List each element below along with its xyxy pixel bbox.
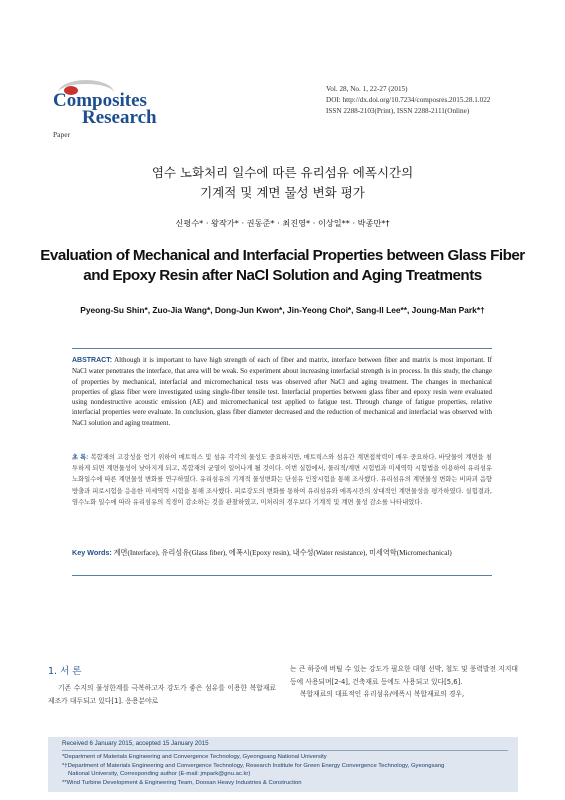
journal-doi: DOI: http://dx.doi.org/10.7234/composres.2015.28.1.022 (326, 96, 491, 104)
korean-authors: 신평수* · 왕작가* · 권동준* · 최진영* · 이상일** · 박종만*† (175, 218, 390, 228)
english-title-line1: Evaluation of Mechanical and Interfacial Properties between Glass Fiber (40, 247, 525, 264)
korean-title-line1: 염수 노화처리 일수에 따른 유리섬유 에폭시간의 (151, 165, 414, 180)
affiliation-1: *Department of Materials Engineering and Convergence Technology, Gyeongsang National University (62, 754, 327, 760)
paper-type-label: Paper (53, 130, 71, 139)
korean-abstract-text: 복합재의 고강성을 얻기 위하여 매트릭스 및 섬유 각각의 물성도 중요하지만, 매트릭스와 섬유간 계면접착력이 매우 중요하다. 바닷물이 계면을 침투하게 되면 계면물성이 낮아지게 되고, 복합재의 균열이 일어나게 될 것이다. 이번 실험에서, 물리적/계면 시험법과 미세역학 시험법을 이용하여 유리섬유 노화일수에 따른 계면물성 변화를 연구하였다. 유리섬유의 기계적 물성변화는 단섬유 인장시험을 통해 조사했다. 유리섬유의 계면물성 변화는 비파괴 음향방출과 피로시험을 응용한 미세역학 시험을 통해 조사했다. 피로강도의 변화를 통하여 유리섬유와 에폭시간의 상대적인 계면물성을 평가하였다. 실험결과, 염수노화 일수에 따라 유리섬유의 직경이 감소하는 것을 관찰하였고, 미처리의 경우보다 기계적 및 계면 물성 감소를 나타내었다. (72, 454, 492, 506)
footer-affiliations-box (48, 737, 518, 792)
body-column-right (290, 663, 518, 701)
korean-title (0, 163, 565, 203)
english-authors: Pyeong-Su Shin*, Zuo-Jia Wang*, Dong-Jun Kwon*, Jin-Yeong Choi*, Sang-Il Lee**, Joung-Man Park*† (80, 305, 485, 315)
affiliations-list (62, 753, 512, 787)
abstract-top-rule (72, 348, 492, 349)
abstract-label: ABSTRACT: (72, 357, 113, 364)
journal-issn: ISSN 2288-2103(Print), ISSN 2288-2111(Online) (326, 107, 470, 115)
keywords-text: 계면(Interface), 유리섬유(Glass fiber), 에폭시(Epoxy resin), 내수성(Water resistance), 미세역학(Micromechanical) (113, 549, 452, 557)
logo-word-research: Research (82, 107, 157, 128)
received-dates: Received 6 January 2015, accepted 15 January 2015 (62, 740, 209, 747)
abstract-text: Although it is important to have high strength of each of fiber and matrix, interface between fiber and matrix is most important. If NaCl water penetrates the interface, that area will be weak. So experiment about increasing interfacial strength is in process. In this study, the change of properties by mechanical, interfacial and micromechanical tests was observed after NaCl and aging treatment. The changes in mechanical properties of glass fiber were investigated using single-fiber tensile test. Interfacial properties between glass fiber and epoxy resin were evaluated using nondestructive acoustic emission (AE) and micromechanical test applied to fatigue test. Through change of fatigue properties, relative interfacial properties were evaluate. In conclusion, glass fiber diameter decreased and the reduction of mechanical and interfacial was observed with NaCl solution and aging treatment. (72, 356, 492, 427)
logo-word-composites: Composites (53, 90, 147, 111)
korean-title-line2: 기계적 및 계면 물성 변화 평가 (200, 185, 365, 200)
abstract-bottom-rule (72, 575, 492, 576)
journal-logo (50, 80, 200, 128)
abstract-block (72, 355, 492, 428)
korean-abstract-label: 초 록: (72, 454, 89, 461)
body-right-paragraph-1: 는 큰 하중에 버틸 수 있는 강도가 필요한 대형 선박, 철도 및 풍력발전 지지대등에 사용되며[2-4], 건축재료 등에도 사용되고 있다[5,6]. (290, 665, 518, 686)
affiliation-2: *†Department of Materials Engineering and Convergence Technology, Research Institute for Green Energy Convergence Technology, Gyeongsang (62, 762, 445, 769)
journal-volume: Vol. 28, No. 1, 22-27 (2015) (326, 85, 408, 93)
keywords-label: Key Words: (72, 548, 112, 557)
english-title (0, 246, 565, 286)
keywords-block (72, 547, 492, 559)
body-column-left: 기존 수지의 물성한계를 극복하고자 강도가 좋은 섬유를 이용한 복합재료 제조가 대두되고 있다[1]. 응용분야로 (48, 684, 276, 705)
english-title-line2: and Epoxy Resin after NaCl Solution and Aging Treatments (83, 267, 482, 284)
footer-divider (62, 750, 508, 751)
body-right-paragraph-2: 복합재료의 대표적인 유리섬유/에폭시 복합재료의 경우, (300, 690, 465, 698)
section-heading-introduction: 1. 서 론 (48, 666, 82, 677)
journal-info (326, 84, 490, 117)
affiliation-2-continued: National University, Corresponding author (E-mail: jmpark@gnu.ac.kr) (68, 771, 251, 778)
korean-abstract-block (72, 452, 492, 508)
affiliation-3: **Wind Turbine Development & Engineering Team, Doosan Heavy Industries & Construction (62, 779, 302, 786)
